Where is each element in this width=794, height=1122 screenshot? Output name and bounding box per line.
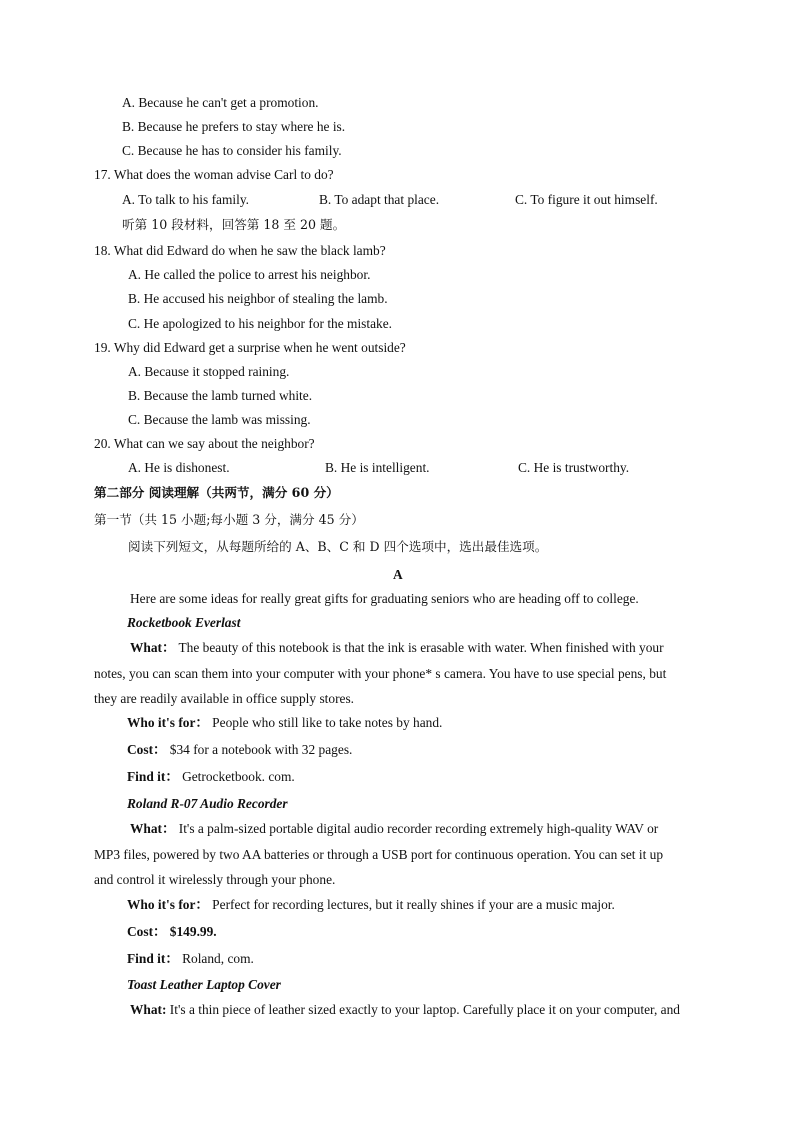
q20-option-c: C. He is trustworthy. xyxy=(518,460,630,475)
item1-who-label: Who it's for： xyxy=(127,715,209,730)
q20-option-b: B. He is intelligent. xyxy=(325,460,430,475)
item1-cost-line xyxy=(127,741,352,759)
item2-what-line2: MP3 files, powered by two AA batteries or through a USB port for continuous operation. You can set it up xyxy=(94,847,664,862)
item2-find-text: Roland, com. xyxy=(178,951,254,966)
q20-stem: 20. What can we say about the neighbor? xyxy=(94,436,315,451)
item1-what-label: What： xyxy=(130,640,176,655)
item1-what-line2: notes, you can scan them into your computer with your phone* s camera. You have to use special pens, but xyxy=(94,666,667,681)
part2-section1: 第一节（共 15 小题;每小题 3 分，满分 45 分） xyxy=(94,512,364,527)
q19-option-c: C. Because the lamb was missing. xyxy=(128,412,311,427)
q17-option-b: B. To adapt that place. xyxy=(319,192,440,207)
item3-what-label: What: xyxy=(130,1002,167,1017)
item1-what-text1: The beauty of this notebook is that the ink is erasable with water. When finished with your xyxy=(175,640,664,655)
item3-what-text1: It's a thin piece of leather sized exactly to your laptop. Carefully place it on your computer, and xyxy=(166,1002,680,1017)
part2-title: 第二部分 阅读理解（共两节，满分 60 分） xyxy=(94,485,339,500)
item2-cost-label: Cost： xyxy=(127,924,167,939)
q17-option-c: C. To figure it out himself. xyxy=(515,192,658,207)
passage-intro: Here are some ideas for really great gifts for graduating seniors who are heading off to college. xyxy=(130,591,639,606)
item1-find-line xyxy=(127,768,295,786)
q18-option-b: B. He accused his neighbor of stealing the lamb. xyxy=(128,291,388,306)
item1-what-line3: they are readily available in office supply stores. xyxy=(94,691,355,706)
item2-who-text: Perfect for recording lectures, but it really shines if your are a music major. xyxy=(208,897,615,912)
q18-option-c: C. He apologized to his neighbor for the mistake. xyxy=(128,316,393,331)
item3-name: Toast Leather Laptop Cover xyxy=(127,977,281,992)
item2-who-label: Who it's for： xyxy=(127,897,209,912)
item2-what-line1 xyxy=(130,820,658,838)
item2-who-line xyxy=(127,896,615,914)
item1-name: Rocketbook Everlast xyxy=(127,615,241,630)
item2-what-text1: It's a palm-sized portable digital audio recorder recording extremely high-quality WAV or xyxy=(175,821,659,836)
item2-what-line3: and control it wirelessly through your phone. xyxy=(94,872,336,887)
item2-find-label: Find it： xyxy=(127,951,179,966)
item2-cost-line xyxy=(127,923,217,941)
item1-cost-label: Cost： xyxy=(127,742,167,757)
q16-option-c: C. Because he has to consider his family. xyxy=(122,143,342,158)
q17-stem: 17. What does the woman advise Carl to do? xyxy=(94,167,334,182)
q18-option-a: A. He called the police to arrest his neighbor. xyxy=(128,267,371,282)
q19-stem: 19. Why did Edward get a surprise when he went outside? xyxy=(94,340,406,355)
q17-option-a: A. To talk to his family. xyxy=(122,192,250,207)
q18-stem: 18. What did Edward do when he saw the black lamb? xyxy=(94,243,386,258)
item2-name: Roland R-07 Audio Recorder xyxy=(127,796,288,811)
item1-find-label: Find it： xyxy=(127,769,179,784)
item3-what-line1 xyxy=(130,1001,680,1019)
part2-instruction: 阅读下列短文，从每题所给的 A、B、C 和 D 四个选项中，选出最佳选项。 xyxy=(128,539,548,554)
item1-cost-text: $34 for a notebook with 32 pages. xyxy=(166,742,353,757)
q19-option-b: B. Because the lamb turned white. xyxy=(128,388,313,403)
q20-option-a: A. He is dishonest. xyxy=(128,460,230,475)
item2-cost-text: $149.99. xyxy=(166,924,217,939)
item2-what-label: What： xyxy=(130,821,176,836)
q16-option-b: B. Because he prefers to stay where he is. xyxy=(122,119,346,134)
item1-find-text: Getrocketbook. com. xyxy=(178,769,295,784)
item1-what-line1 xyxy=(130,639,664,657)
q19-option-a: A. Because it stopped raining. xyxy=(128,364,290,379)
item1-who-line xyxy=(127,714,442,732)
q16-option-a: A. Because he can't get a promotion. xyxy=(122,95,319,110)
section-10-instruction: 听第 10 段材料，回答第 18 至 20 题。 xyxy=(122,217,346,232)
item2-find-line xyxy=(127,950,254,968)
item1-who-text: People who still like to take notes by hand. xyxy=(208,715,443,730)
passage-letter: A xyxy=(393,567,403,582)
